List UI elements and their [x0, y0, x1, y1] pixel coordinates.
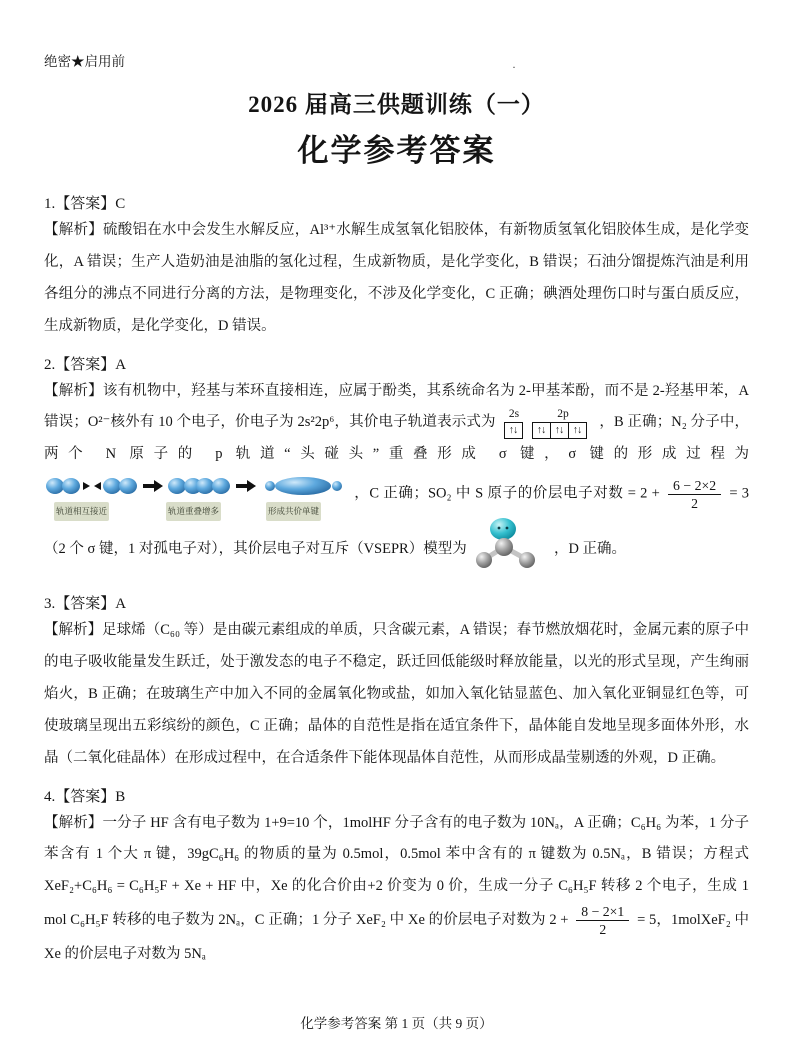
q4-fraction [576, 903, 629, 938]
vsepr-model-diagram [474, 517, 546, 582]
orbital-2s-label: 2s [508, 408, 520, 421]
q2-analysis-text-5: ，D 正确。 [553, 541, 627, 558]
q2-analysis-text-1: 【解析】该有机物中，羟基与苯环直接相连，应属于酚类，其系统命名为 2-甲基苯酚，而不是 2-羟基甲苯，A 错误；O²⁻核外有 10 个电子，价电子为 2s²2p⁶，其价电子轨道表示式为 [44, 382, 749, 431]
page-title: 2026 届高三供题训练（一） [248, 92, 545, 117]
q2-analysis-text-2: ，B 正确；N₂ 分子中，两个 N 原子的 p 轨道“头碰头”重叠形成 σ 键，σ 键的形成过程为 [44, 414, 750, 463]
q2-answer-label: 2.【答案】A [44, 356, 127, 373]
scan-artifact-dot: · [512, 60, 516, 74]
orbital-2p-label: 2p [557, 408, 569, 421]
q3-analysis: 【解析】足球烯（C₆₀ 等）是由碳元素组成的单质，只含碳元素，A 错误；春节燃放烟花时，金属元素的原子中的电子吸收能量发生跃迁，处于激发态的电子不稳定，跃迁回低能级时释放能量，以光的形式呈现，产生绚丽焰火，B 正确；在玻璃生产中加入不同的金属氧化物或盐，如加入氧化钴显蓝色、加入氧化亚铜显红色等，可使玻璃呈现出五彩缤纷的颜色，C 正确；晶体的自范性是指在适宜条件下，晶体能自发地呈现多面体外形，水晶（二氧化硅晶体）在形成过程中，在合适条件下能体现晶体自范性，从而形成晶莹剔透的外观，D 正确。 [44, 622, 749, 766]
sigma-stage1-label: 轨道相互接近 [54, 502, 109, 521]
q2-fraction-denominator: 2 [691, 495, 699, 511]
q4-fraction-numerator: 8 − 2×1 [576, 903, 629, 921]
orbital-2p-box-2: ↑↓ [550, 422, 569, 439]
sigma-bond-formation-diagram [46, 471, 348, 517]
q4-fraction-denominator: 2 [599, 922, 607, 938]
page-footer: 化学参考答案 第 1 页（共 9 页） [300, 1016, 493, 1031]
q1-answer-label: 1.【答案】C [44, 196, 126, 212]
vsepr-svg [474, 517, 546, 569]
q2-fraction-numerator: 6 − 2×2 [668, 477, 721, 495]
q2-analysis-text-3: ，C 正确；SO₂ 中 S 原子的价层电子对数 = 2 + [354, 485, 660, 502]
q2-analysis [44, 376, 749, 583]
sigma-bond-svg [46, 471, 348, 501]
q2-fraction [668, 477, 721, 512]
q2-analysis-text-4: = 3（2 个 σ 键，1 对孤电子对），其价层电子对互斥（VSEPR）模型为 [44, 485, 750, 558]
orbital-2p-box-1: ↑↓ [532, 422, 551, 439]
orbital-2s-box: ↑↓ [504, 422, 523, 439]
orbital-box-diagram [504, 407, 592, 438]
q4-analysis [44, 808, 749, 971]
q1-analysis: 【解析】硫酸铝在水中会发生水解反应，Al³⁺水解生成氢氧化铝胶体，有新物质氢氧化铝胶体生成，是化学变化，A 错误；生产人造奶油是油脂的氢化过程，生成新物质，是化学变化，B 错误；石油分馏提炼汽油是利用各组分的沸点不同进行分离的方法，是物理变化，不涉及化学变化，C 正确；碘酒处理伤口时与蛋白质反应，生成新物质，是化学变化，D 错误。 [44, 222, 749, 334]
q3-answer-label: 3.【答案】A [44, 596, 127, 613]
sigma-stage2-label: 轨道重叠增多 [166, 502, 221, 521]
q4-analysis-text-1: 【解析】一分子 HF 含有电子数为 1+9=10 个，1molHF 分子含有的电子数为 10Nₐ，A 正确；C₆H₆ 为苯，1 分子苯含有 1 个大 π 键，39gC₆H₆ 的物质的量为 0.5mol，0.5mol 苯中含有的 π 键数为 0.5Nₐ，B 错误；方程式 XeF₂+C₆H₆ = C₆H₅F + Xe + HF 中，Xe 的化合价由+2 价变为 0 价，生成一分子 C₆H₅F 转移 2 个电子，生成 1 mol C₆H₅F 转移的电子数为 2Nₐ，C 正确；1 分子 XeF₂ 中 Xe 的价层电子对数为 2 + [44, 814, 749, 929]
q4-answer-label: 4.【答案】B [44, 788, 126, 805]
q4-analysis-text-2: = 5，1molXeF₂ 中 Xe 的价层电子对数为 5Nₐ [44, 912, 750, 962]
orbital-2p-box-3: ↑↓ [568, 422, 587, 439]
page-subtitle: 化学参考答案 [297, 133, 496, 168]
sigma-stage3-label: 形成共价单键 [266, 502, 321, 521]
classification-label: 绝密★启用前 [44, 54, 125, 69]
